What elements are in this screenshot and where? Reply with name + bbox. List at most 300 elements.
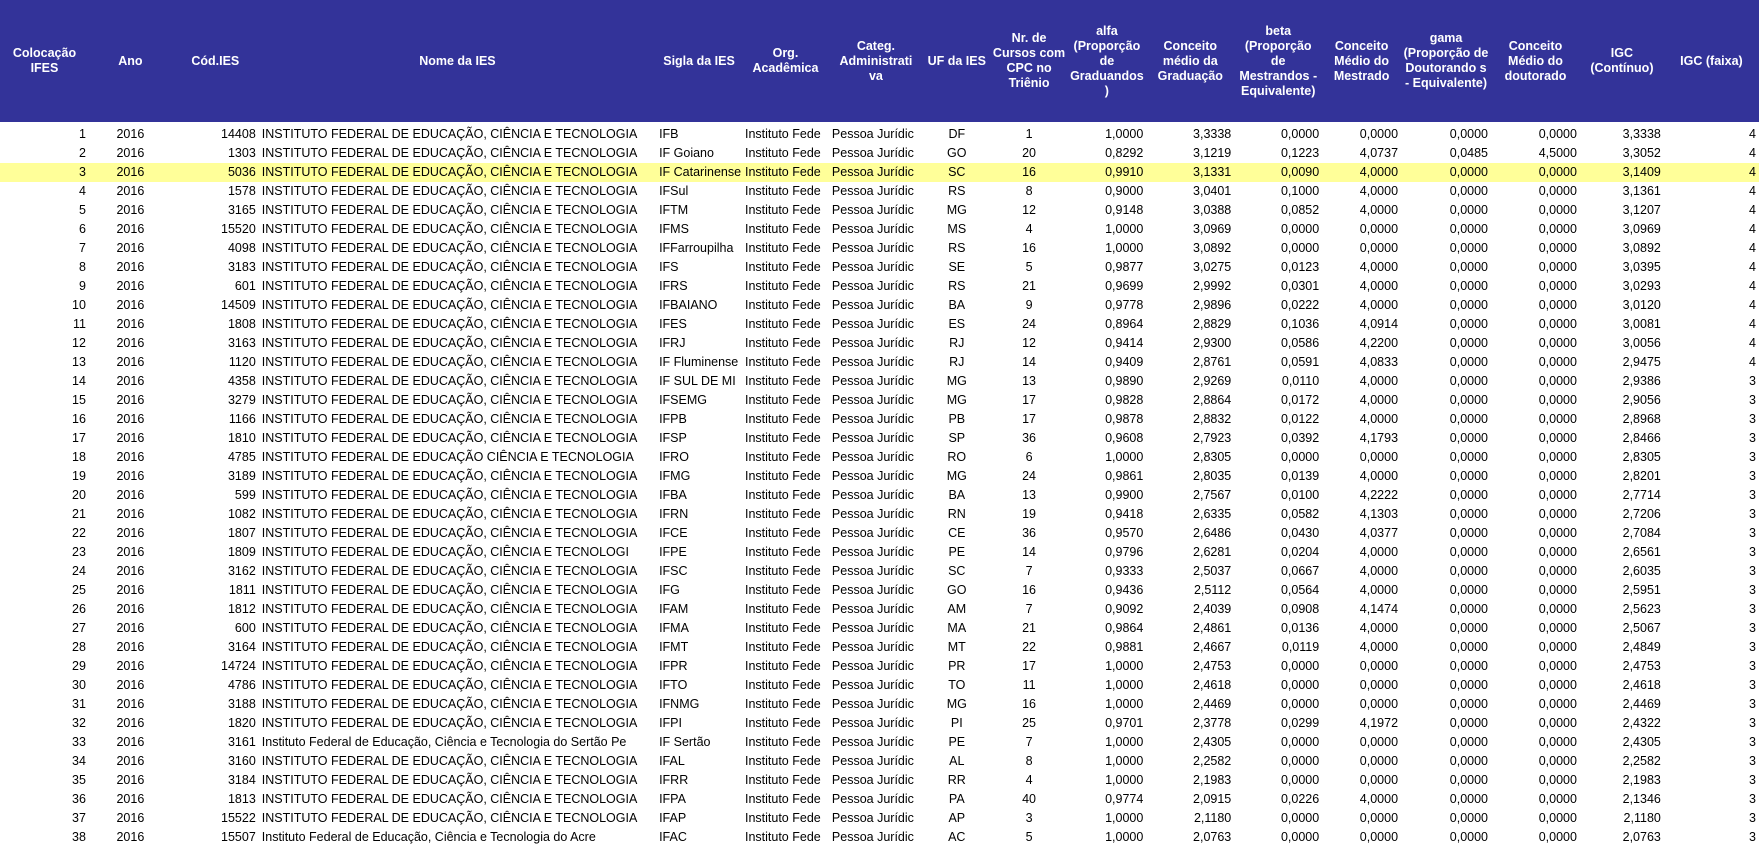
cell-gama[interactable]: 0,0000 [1449,659,1488,673]
cell-conceito-doutorado[interactable]: 0,0000 [1538,431,1577,445]
cell-beta[interactable]: 0,0852 [1280,203,1320,217]
cell-nome-ies[interactable]: INSTITUTO FEDERAL DE EDUCAÇÃO CIÊNCIA E TECNOLOGIA [261,450,634,464]
col-header-beta[interactable]: beta (Proporção de Mestrandos - Equivalente) [1234,0,1322,122]
cell-alfa[interactable]: 0,9699 [1105,279,1144,293]
cell-beta[interactable]: 0,0119 [1281,640,1320,654]
cell-igc-faixa[interactable]: 3 [1749,431,1756,445]
cell-nome-ies[interactable]: INSTITUTO FEDERAL DE EDUCAÇÃO, CIÊNCIA E TECNOLOGIA [261,412,638,426]
cell-org-academica[interactable]: Instituto Fede [744,355,821,369]
cell-conceito-graduacao[interactable]: 2,7567 [1193,488,1232,502]
cell-conceito-doutorado[interactable]: 0,0000 [1538,222,1577,236]
cell-nr-cursos[interactable]: 17 [1022,412,1036,426]
cell-colocacao[interactable]: 2 [79,146,86,160]
cell-colocacao[interactable]: 38 [72,830,86,844]
cell-beta[interactable]: 0,0226 [1280,792,1320,806]
cell-nome-ies[interactable]: Instituto Federal de Educação, Ciência e Tecnologia do Acre [261,830,596,844]
cell-alfa[interactable]: 0,8964 [1105,317,1144,331]
cell-org-academica[interactable]: Instituto Fede [744,203,821,217]
cell-sigla[interactable]: IFB [659,127,679,141]
cell-uf[interactable]: GO [947,583,967,597]
cell-alfa[interactable]: 0,9333 [1105,564,1144,578]
cell-igc-faixa[interactable]: 4 [1749,127,1756,141]
cell-colocacao[interactable]: 13 [72,355,86,369]
cell-colocacao[interactable]: 25 [72,583,86,597]
cell-nr-cursos[interactable]: 7 [1025,602,1033,616]
cell-uf[interactable]: DF [948,127,966,141]
cell-beta[interactable]: 0,0000 [1280,830,1320,844]
cell-nome-ies[interactable]: INSTITUTO FEDERAL DE EDUCAÇÃO, CIÊNCIA E TECNOLOGIA [261,317,638,331]
cell-categ-administrativa[interactable]: Pessoa Jurídic [831,279,914,293]
cell-conceito-graduacao[interactable]: 2,0915 [1193,792,1232,806]
cell-nome-ies[interactable]: INSTITUTO FEDERAL DE EDUCAÇÃO, CIÊNCIA E TECNOLOGIA [261,583,638,597]
cell-sigla[interactable]: IFG [659,583,680,597]
cell-colocacao[interactable]: 11 [72,317,86,331]
table-row[interactable] [0,258,1759,277]
cell-nr-cursos[interactable]: 5 [1025,260,1033,274]
cell-categ-administrativa[interactable]: Pessoa Jurídic [831,184,914,198]
cell-conceito-mestrado[interactable]: 4,0000 [1359,374,1399,388]
cell-igc-continuo[interactable]: 3,0056 [1622,336,1661,350]
table-row[interactable] [0,828,1759,847]
cell-alfa[interactable]: 0,9828 [1105,393,1144,407]
cell-sigla[interactable]: IFTO [659,678,688,692]
cell-ano[interactable]: 2016 [116,830,145,844]
cell-nr-cursos[interactable]: 19 [1022,507,1036,521]
cell-categ-administrativa[interactable]: Pessoa Jurídic [831,469,914,483]
cell-cod-ies[interactable]: 1166 [228,412,256,426]
cell-categ-administrativa[interactable]: Pessoa Jurídic [831,830,914,844]
cell-conceito-doutorado[interactable]: 0,0000 [1538,317,1577,331]
cell-cod-ies[interactable]: 3189 [227,469,256,483]
cell-igc-continuo[interactable]: 2,8968 [1622,412,1661,426]
cell-uf[interactable]: RS [948,184,966,198]
cell-uf[interactable]: AC [948,830,966,844]
cell-conceito-mestrado[interactable]: 4,2222 [1359,488,1399,502]
cell-cod-ies[interactable]: 1082 [227,507,256,521]
cell-conceito-mestrado[interactable]: 4,0000 [1359,412,1399,426]
cell-cod-ies[interactable]: 3163 [227,336,256,350]
cell-ano[interactable]: 2016 [116,146,145,160]
cell-uf[interactable]: PR [948,659,966,673]
cell-ano[interactable]: 2016 [116,374,145,388]
cell-ano[interactable]: 2016 [116,716,145,730]
cell-gama[interactable]: 0,0000 [1449,564,1488,578]
cell-gama[interactable]: 0,0000 [1449,184,1488,198]
cell-cod-ies[interactable]: 15520 [221,222,256,236]
cell-beta[interactable]: 0,0222 [1280,298,1320,312]
cell-org-academica[interactable]: Instituto Fede [744,317,821,331]
cell-colocacao[interactable]: 37 [72,811,86,825]
cell-ano[interactable]: 2016 [116,412,145,426]
cell-nr-cursos[interactable]: 21 [1022,279,1036,293]
cell-gama[interactable]: 0,0000 [1449,507,1488,521]
cell-sigla[interactable]: IF Sertão [659,735,711,749]
cell-beta[interactable]: 0,0586 [1280,336,1320,350]
cell-conceito-graduacao[interactable]: 2,3778 [1193,716,1232,730]
cell-sigla[interactable]: IFAL [659,754,685,768]
cell-gama[interactable]: 0,0000 [1449,697,1488,711]
cell-conceito-mestrado[interactable]: 0,0000 [1359,450,1399,464]
cell-alfa[interactable]: 1,0000 [1105,735,1144,749]
cell-conceito-doutorado[interactable]: 4,5000 [1538,146,1577,160]
cell-colocacao[interactable]: 35 [72,773,86,787]
cell-conceito-mestrado[interactable]: 4,1793 [1359,431,1399,445]
cell-igc-faixa[interactable]: 3 [1749,830,1756,844]
cell-igc-faixa[interactable]: 4 [1664,163,1759,182]
cell-sigla[interactable]: IFPA [659,792,686,806]
cell-igc-faixa[interactable]: 4 [1749,146,1756,160]
cell-alfa[interactable]: 1,0000 [1105,241,1144,255]
cell-nr-cursos[interactable]: 14 [1022,355,1036,369]
cell-beta[interactable]: 0,1223 [1280,146,1320,160]
cell-ano[interactable]: 2016 [116,564,145,578]
cell-cod-ies[interactable]: 3160 [227,754,256,768]
cell-colocacao[interactable]: 15 [72,393,86,407]
cell-gama[interactable]: 0,0000 [1449,317,1488,331]
cell-uf[interactable]: AM [947,602,967,616]
cell-igc-continuo[interactable]: 3,0395 [1622,260,1661,274]
cell-beta[interactable]: 0,0430 [1280,526,1320,540]
cell-colocacao[interactable]: 29 [72,659,86,673]
cell-sigla[interactable]: IFMG [659,469,691,483]
table-row[interactable] [0,752,1759,771]
cell-cod-ies[interactable]: 1813 [227,792,256,806]
cell-cod-ies[interactable]: 1120 [228,355,256,369]
cell-sigla[interactable]: IFMA [659,621,689,635]
cell-igc-continuo[interactable]: 2,7206 [1622,507,1661,521]
cell-conceito-doutorado[interactable]: 0,0000 [1538,412,1577,426]
cell-conceito-mestrado[interactable]: 4,0000 [1359,792,1399,806]
cell-conceito-mestrado[interactable]: 4,0000 [1359,564,1399,578]
cell-conceito-graduacao[interactable]: 2,8864 [1193,393,1232,407]
cell-org-academica[interactable]: Instituto Fede [744,811,821,825]
col-header-org-academica[interactable]: Org. Acadêmica [742,0,829,122]
cell-beta[interactable]: 0,0000 [1280,222,1320,236]
cell-gama[interactable]: 0,0000 [1449,526,1488,540]
cell-colocacao[interactable]: 1 [79,127,86,141]
cell-igc-continuo[interactable]: 3,3338 [1622,127,1661,141]
cell-gama[interactable]: 0,0000 [1449,374,1488,388]
col-header-conceito-mestrado[interactable]: Conceito Médio do Mestrado [1322,0,1401,122]
cell-alfa[interactable]: 0,9878 [1105,412,1144,426]
cell-igc-continuo[interactable]: 2,1180 [1623,811,1661,825]
table-row[interactable] [0,714,1759,733]
cell-ano[interactable]: 2016 [116,450,145,464]
cell-categ-administrativa[interactable]: Pessoa Jurídic [831,507,914,521]
col-header-categ-administrativa[interactable]: Categ. Administrati va [829,0,923,122]
table-row[interactable] [0,619,1759,638]
cell-colocacao[interactable]: 7 [79,241,86,255]
cell-conceito-doutorado[interactable]: 0,0000 [1538,469,1577,483]
cell-igc-continuo[interactable]: 2,4849 [1622,640,1661,654]
cell-igc-faixa[interactable]: 3 [1749,564,1756,578]
cell-sigla[interactable]: IFTM [659,203,689,217]
cell-alfa[interactable]: 1,0000 [1105,830,1144,844]
cell-sigla[interactable]: IFPI [659,716,682,730]
cell-nr-cursos[interactable]: 20 [1022,146,1036,160]
cell-igc-faixa[interactable]: 3 [1749,640,1756,654]
cell-cod-ies[interactable]: 1808 [227,317,256,331]
cell-nr-cursos[interactable]: 24 [1022,317,1036,331]
cell-sigla[interactable]: IFAC [659,830,687,844]
cell-ano[interactable]: 2016 [116,583,145,597]
cell-conceito-mestrado[interactable]: 4,1972 [1359,716,1399,730]
table-row[interactable] [0,220,1759,239]
cell-colocacao[interactable]: 33 [72,735,86,749]
cell-categ-administrativa[interactable]: Pessoa Jurídic [831,222,914,236]
cell-conceito-mestrado[interactable]: 4,0000 [1359,279,1399,293]
cell-beta[interactable]: 0,0110 [1281,374,1320,388]
cell-conceito-mestrado[interactable]: 4,0000 [1322,163,1401,182]
cell-colocacao[interactable]: 22 [72,526,86,540]
cell-gama[interactable]: 0,0000 [1449,127,1488,141]
cell-igc-continuo[interactable]: 3,3052 [1622,146,1661,160]
cell-org-academica[interactable]: Instituto Fede [744,697,821,711]
cell-uf[interactable]: SC [948,564,966,578]
cell-colocacao[interactable]: 30 [72,678,86,692]
col-header-ano[interactable]: Ano [89,0,172,122]
cell-nome-ies[interactable]: INSTITUTO FEDERAL DE EDUCAÇÃO, CIÊNCIA E TECNOLOGIA [261,431,638,445]
cell-categ-administrativa[interactable]: Pessoa Jurídic [831,526,914,540]
cell-beta[interactable]: 0,0000 [1280,735,1320,749]
cell-conceito-mestrado[interactable]: 4,1303 [1359,507,1399,521]
cell-conceito-graduacao[interactable]: 2,6486 [1193,526,1232,540]
cell-nome-ies[interactable]: INSTITUTO FEDERAL DE EDUCAÇÃO, CIÊNCIA E TECNOLOGIA [261,203,638,217]
cell-org-academica[interactable]: Instituto Fede [744,336,821,350]
cell-org-academica[interactable]: Instituto Fede [744,469,821,483]
col-header-conceito-doutorado[interactable]: Conceito Médio do doutorado [1491,0,1580,122]
cell-conceito-mestrado[interactable]: 0,0000 [1359,222,1399,236]
cell-colocacao[interactable]: 34 [72,754,86,768]
cell-colocacao[interactable]: 10 [72,298,86,312]
cell-uf[interactable]: MG [946,697,967,711]
cell-conceito-mestrado[interactable]: 4,0000 [1359,184,1399,198]
cell-gama[interactable]: 0,0000 [1449,792,1488,806]
cell-ano[interactable]: 2016 [116,811,145,825]
cell-conceito-doutorado[interactable]: 0,0000 [1538,488,1577,502]
cell-conceito-graduacao[interactable]: 2,4667 [1193,640,1232,654]
cell-cod-ies[interactable]: 600 [234,621,256,635]
cell-nome-ies[interactable]: INSTITUTO FEDERAL DE EDUCAÇÃO, CIÊNCIA E TECNOLOGIA [259,163,656,182]
table-row[interactable] [0,182,1759,201]
cell-conceito-doutorado[interactable]: 0,0000 [1538,298,1577,312]
cell-conceito-mestrado[interactable]: 4,2200 [1359,336,1399,350]
table-row[interactable] [0,144,1759,163]
table-row[interactable] [0,657,1759,676]
cell-colocacao[interactable]: 17 [72,431,86,445]
cell-cod-ies[interactable]: 5036 [172,163,259,182]
cell-conceito-doutorado[interactable]: 0,0000 [1538,393,1577,407]
cell-igc-faixa[interactable]: 3 [1749,583,1756,597]
cell-sigla[interactable]: IFRN [659,507,689,521]
cell-conceito-graduacao[interactable]: 2,8035 [1193,469,1232,483]
cell-colocacao[interactable]: 8 [79,260,86,274]
cell-nr-cursos[interactable]: 24 [1022,469,1036,483]
cell-conceito-mestrado[interactable]: 0,0000 [1359,830,1399,844]
cell-org-academica[interactable]: Instituto Fede [744,260,821,274]
cell-igc-faixa[interactable]: 3 [1749,621,1756,635]
cell-uf[interactable]: MT [947,640,966,654]
cell-conceito-mestrado[interactable]: 4,0000 [1359,583,1399,597]
cell-nome-ies[interactable]: INSTITUTO FEDERAL DE EDUCAÇÃO, CIÊNCIA E TECNOLOGIA [261,811,638,825]
cell-nr-cursos[interactable]: 11 [1022,678,1036,692]
cell-beta[interactable]: 0,0908 [1280,602,1320,616]
cell-categ-administrativa[interactable]: Pessoa Jurídic [831,773,914,787]
cell-conceito-graduacao[interactable]: 2,4753 [1193,659,1232,673]
cell-org-academica[interactable]: Instituto Fede [744,659,821,673]
cell-org-academica[interactable]: Instituto Fede [744,792,821,806]
cell-beta[interactable]: 0,0136 [1280,621,1320,635]
cell-nr-cursos[interactable]: 17 [1022,393,1036,407]
cell-gama[interactable]: 0,0000 [1449,260,1488,274]
cell-categ-administrativa[interactable]: Pessoa Jurídic [831,659,914,673]
cell-alfa[interactable]: 0,9608 [1105,431,1144,445]
cell-beta[interactable]: 0,0000 [1280,659,1320,673]
cell-beta[interactable]: 0,0122 [1280,412,1320,426]
table-row[interactable] [0,790,1759,809]
cell-nome-ies[interactable]: INSTITUTO FEDERAL DE EDUCAÇÃO, CIÊNCIA E TECNOLOGIA [261,146,638,160]
cell-igc-continuo[interactable]: 2,0763 [1622,830,1661,844]
cell-igc-continuo[interactable]: 3,1361 [1622,184,1661,198]
cell-alfa[interactable]: 1,0000 [1105,659,1144,673]
cell-sigla[interactable]: IFPE [659,545,687,559]
cell-colocacao[interactable]: 16 [72,412,86,426]
cell-conceito-graduacao[interactable]: 2,8761 [1193,355,1232,369]
col-header-gama[interactable]: gama (Proporção de Doutorando s - Equivalente) [1401,0,1491,122]
cell-cod-ies[interactable]: 14724 [221,659,256,673]
cell-igc-continuo[interactable]: 2,4469 [1622,697,1661,711]
cell-sigla[interactable]: IF SUL DE MI [659,374,736,388]
cell-nome-ies[interactable]: INSTITUTO FEDERAL DE EDUCAÇÃO, CIÊNCIA E TECNOLOGIA [261,640,638,654]
cell-igc-faixa[interactable]: 3 [1749,545,1756,559]
cell-igc-continuo[interactable]: 2,6561 [1622,545,1661,559]
cell-categ-administrativa[interactable]: Pessoa Jurídic [829,163,923,182]
cell-beta[interactable]: 0,0000 [1280,811,1320,825]
cell-cod-ies[interactable]: 3184 [227,773,256,787]
cell-igc-continuo[interactable]: 3,1409 [1580,163,1664,182]
cell-nome-ies[interactable]: INSTITUTO FEDERAL DE EDUCAÇÃO, CIÊNCIA E TECNOLOGIA [261,127,638,141]
cell-cod-ies[interactable]: 15522 [221,811,256,825]
col-header-sigla[interactable]: Sigla da IES [656,0,742,122]
cell-categ-administrativa[interactable]: Pessoa Jurídic [831,241,914,255]
cell-conceito-doutorado[interactable]: 0,0000 [1538,184,1577,198]
cell-org-academica[interactable]: Instituto Fede [744,374,821,388]
cell-igc-faixa[interactable]: 3 [1749,773,1756,787]
cell-nome-ies[interactable]: INSTITUTO FEDERAL DE EDUCAÇÃO, CIÊNCIA E TECNOLOGIA [261,393,638,407]
cell-conceito-graduacao[interactable]: 2,1983 [1193,773,1232,787]
cell-nr-cursos[interactable]: 21 [1022,621,1036,635]
cell-org-academica[interactable]: Instituto Fede [744,773,821,787]
cell-igc-faixa[interactable]: 3 [1749,697,1756,711]
cell-alfa[interactable]: 0,9796 [1105,545,1144,559]
cell-gama[interactable]: 0,0000 [1449,735,1488,749]
cell-igc-continuo[interactable]: 2,7714 [1622,488,1661,502]
cell-uf[interactable]: TO [948,678,966,692]
cell-ano[interactable]: 2016 [116,526,145,540]
cell-org-academica[interactable]: Instituto Fede [744,830,821,844]
cell-igc-continuo[interactable]: 2,4753 [1622,659,1661,673]
cell-conceito-graduacao[interactable]: 3,3338 [1193,127,1232,141]
cell-conceito-graduacao[interactable]: 2,1180 [1193,811,1232,825]
cell-igc-continuo[interactable]: 2,8466 [1622,431,1661,445]
cell-categ-administrativa[interactable]: Pessoa Jurídic [831,792,914,806]
table-row[interactable] [0,163,1759,182]
cell-cod-ies[interactable]: 1812 [227,602,256,616]
cell-beta[interactable]: 0,0139 [1280,469,1320,483]
cell-gama[interactable]: 0,0000 [1449,583,1488,597]
cell-categ-administrativa[interactable]: Pessoa Jurídic [831,602,914,616]
cell-colocacao[interactable]: 20 [72,488,86,502]
cell-categ-administrativa[interactable]: Pessoa Jurídic [831,716,914,730]
cell-igc-faixa[interactable]: 4 [1749,222,1756,236]
cell-cod-ies[interactable]: 15507 [221,830,256,844]
cell-org-academica[interactable]: Instituto Fede [744,754,821,768]
cell-conceito-graduacao[interactable]: 2,5112 [1193,583,1232,597]
cell-conceito-doutorado[interactable]: 0,0000 [1538,507,1577,521]
cell-conceito-doutorado[interactable]: 0,0000 [1491,163,1580,182]
col-header-colocacao[interactable]: Colocação IFES [0,0,89,122]
cell-igc-continuo[interactable]: 2,4618 [1622,678,1661,692]
cell-beta[interactable]: 0,1036 [1280,317,1320,331]
cell-conceito-doutorado[interactable]: 0,0000 [1538,716,1577,730]
cell-conceito-doutorado[interactable]: 0,0000 [1538,754,1577,768]
cell-colocacao[interactable]: 18 [72,450,86,464]
cell-categ-administrativa[interactable]: Pessoa Jurídic [831,374,914,388]
cell-igc-continuo[interactable]: 2,8305 [1622,450,1661,464]
cell-nome-ies[interactable]: INSTITUTO FEDERAL DE EDUCAÇÃO, CIÊNCIA E TECNOLOGIA [261,792,638,806]
cell-cod-ies[interactable]: 3162 [227,564,256,578]
cell-nome-ies[interactable]: INSTITUTO FEDERAL DE EDUCAÇÃO, CIÊNCIA E TECNOLOGIA [261,526,638,540]
cell-igc-faixa[interactable]: 3 [1749,412,1756,426]
cell-ano[interactable]: 2016 [116,203,145,217]
table-row[interactable] [0,315,1759,334]
table-row[interactable] [0,600,1759,619]
cell-conceito-graduacao[interactable]: 2,5037 [1193,564,1232,578]
cell-gama[interactable]: 0,0000 [1449,450,1488,464]
cell-sigla[interactable]: IFSul [659,184,689,198]
cell-igc-faixa[interactable]: 3 [1749,602,1756,616]
cell-igc-continuo[interactable]: 2,4305 [1622,735,1661,749]
cell-categ-administrativa[interactable]: Pessoa Jurídic [831,621,914,635]
cell-alfa[interactable]: 0,9414 [1105,336,1144,350]
cell-uf[interactable]: RS [948,241,966,255]
table-row[interactable] [0,296,1759,315]
cell-conceito-graduacao[interactable]: 2,8305 [1193,450,1232,464]
cell-igc-faixa[interactable]: 3 [1749,507,1756,521]
table-row[interactable] [0,771,1759,790]
cell-ano[interactable]: 2016 [116,621,145,635]
cell-categ-administrativa[interactable]: Pessoa Jurídic [831,583,914,597]
cell-sigla[interactable]: IF Catarinense [656,163,742,182]
cell-org-academica[interactable]: Instituto Fede [744,222,821,236]
cell-conceito-graduacao[interactable]: 2,4469 [1193,697,1232,711]
cell-uf[interactable]: RN [947,507,966,521]
cell-sigla[interactable]: IFMT [659,640,689,654]
cell-nome-ies[interactable]: INSTITUTO FEDERAL DE EDUCAÇÃO, CIÊNCIA E TECNOLOGIA [261,279,638,293]
cell-nome-ies[interactable]: INSTITUTO FEDERAL DE EDUCAÇÃO, CIÊNCIA E TECNOLOGIA [261,260,638,274]
cell-conceito-mestrado[interactable]: 0,0000 [1359,127,1399,141]
cell-sigla[interactable]: IFRR [659,773,689,787]
cell-conceito-doutorado[interactable]: 0,0000 [1538,336,1577,350]
cell-nr-cursos[interactable]: 7 [1025,735,1033,749]
cell-igc-continuo[interactable]: 2,7084 [1622,526,1661,540]
cell-colocacao[interactable]: 21 [72,507,86,521]
cell-cod-ies[interactable]: 601 [234,279,256,293]
cell-ano[interactable]: 2016 [116,773,145,787]
cell-gama[interactable]: 0,0000 [1449,393,1488,407]
cell-gama[interactable]: 0,0000 [1449,355,1488,369]
cell-sigla[interactable]: IFSP [659,431,687,445]
